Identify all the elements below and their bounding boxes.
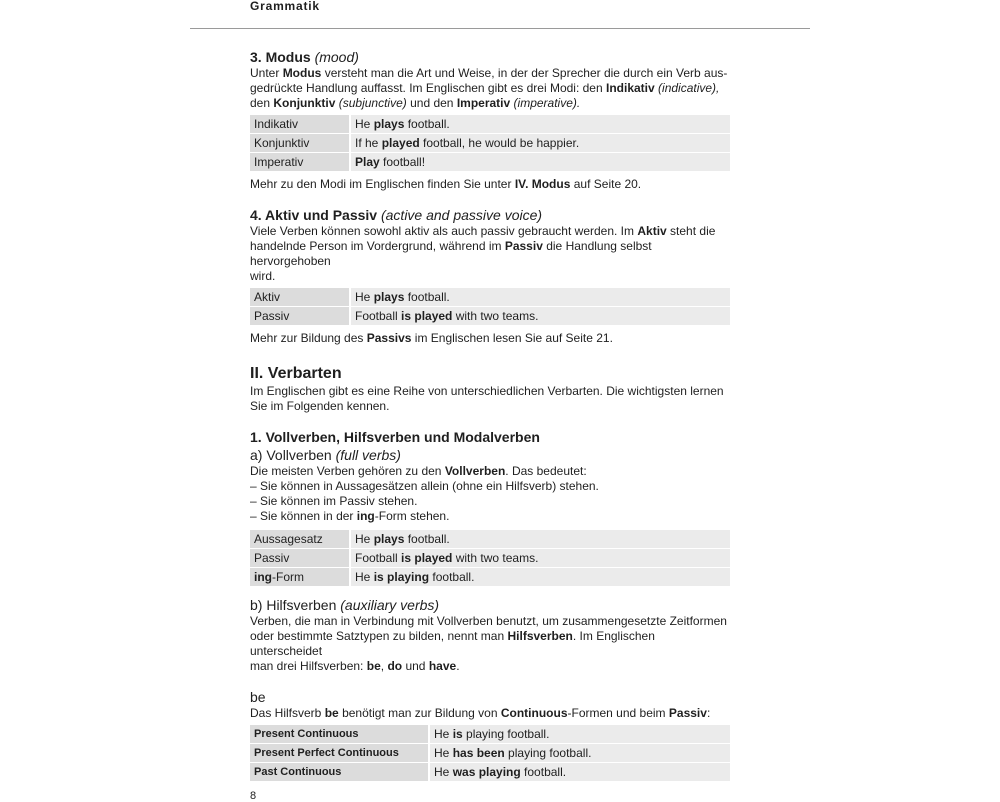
chapter-verbarten-heading: II. Verbarten: [250, 365, 342, 382]
table-label: Aussagesatz: [250, 530, 351, 548]
aktiv-passiv-table: [250, 288, 730, 325]
paragraph: den Konjunktiv (subjunctive) und den Imperativ (imperative).: [250, 96, 581, 110]
section-vollverben-heading: 1. Vollverben, Hilfsverben und Modalverben: [250, 429, 540, 445]
be-heading: be: [250, 689, 266, 705]
paragraph: oder bestimmte Satztypen zu bilden, nennt man Hilfsverben. Im Englischen unterscheidet: [250, 629, 655, 658]
be-table: [250, 725, 730, 781]
table-row: [250, 152, 730, 171]
page-number: 8: [250, 790, 257, 802]
paragraph: Das Hilfsverb be benötigt man zur Bildung von Continuous-Formen und beim Passiv:: [250, 706, 711, 720]
table-label: Past Continuous: [250, 763, 430, 781]
table-example: Football is played with two teams.: [351, 549, 730, 567]
table-example: He is playing football.: [351, 568, 730, 586]
table-row: [250, 306, 730, 325]
table-label: Present Continuous: [250, 725, 430, 743]
table-example: He plays football.: [351, 530, 730, 548]
paragraph: Die meisten Verben gehören zu den Vollverben. Das bedeutet:: [250, 464, 587, 478]
paragraph: wird.: [250, 269, 276, 283]
table-row: [250, 743, 730, 762]
section-modus-heading: 3. Modus (mood): [250, 49, 359, 65]
table-label: Aktiv: [250, 288, 351, 306]
table-label: Indikativ: [250, 115, 351, 133]
section-aktiv-passiv-heading: 4. Aktiv und Passiv (active and passive voice): [250, 207, 543, 223]
table-example: He was playing football.: [430, 763, 730, 781]
table-example: He has been playing football.: [430, 744, 730, 762]
table-row: [250, 725, 730, 743]
table-example: Football is played with two teams.: [351, 307, 730, 325]
table-row: [250, 115, 730, 133]
paragraph: Verben, die man in Verbindung mit Vollverben benutzt, um zusammengesetzte Zeitformen: [250, 614, 727, 628]
paragraph: man drei Hilfsverben: be, do und have.: [250, 659, 460, 673]
table-row: [250, 548, 730, 567]
table-example: He plays football.: [351, 288, 730, 306]
cross-reference-note: Mehr zur Bildung des Passivs im Englischen lesen Sie auf Seite 21.: [250, 331, 613, 345]
cross-reference-note: Mehr zu den Modi im Englischen finden Sie unter IV. Modus auf Seite 20.: [250, 177, 642, 191]
table-example: He plays football.: [351, 115, 730, 133]
subsection-vollverben-heading: a) Vollverben (full verbs): [250, 447, 401, 463]
paragraph: Viele Verben können sowohl aktiv als auch passiv gebraucht werden. Im Aktiv steht die: [250, 224, 716, 238]
vollverben-table: [250, 530, 730, 586]
subsection-hilfsverben-heading: b) Hilfsverben (auxiliary verbs): [250, 597, 440, 613]
list-item: – Sie können in der ing-Form stehen.: [250, 509, 450, 523]
paragraph: Im Englischen gibt es eine Reihe von unterschiedlichen Verbarten. Die wichtigsten lernen: [250, 384, 724, 398]
paragraph: handelnde Person im Vordergrund, während im Passiv die Handlung selbst hervorgehoben: [250, 239, 652, 268]
table-row: [250, 530, 730, 548]
paragraph: Sie im Folgenden kennen.: [250, 399, 390, 413]
table-label: Present Perfect Continuous: [250, 744, 430, 762]
table-label: Passiv: [250, 549, 351, 567]
modus-table: [250, 115, 730, 171]
table-row: [250, 288, 730, 306]
page-content: [250, 48, 730, 781]
table-label: ing-Form: [250, 568, 351, 586]
table-example: Play football!: [351, 153, 730, 171]
list-item: – Sie können im Passiv stehen.: [250, 494, 418, 508]
table-label: Imperativ: [250, 153, 351, 171]
list-item: – Sie können in Aussagesätzen allein (ohne ein Hilfsverb) stehen.: [250, 479, 599, 493]
table-label: Passiv: [250, 307, 351, 325]
table-row: [250, 133, 730, 152]
paragraph: gedrückte Handlung auffasst. Im Englischen gibt es drei Modi: den Indikativ (indicative),: [250, 81, 720, 95]
table-row: [250, 762, 730, 781]
table-example: If he played football, he would be happier.: [351, 134, 730, 152]
paragraph: Unter Modus versteht man die Art und Weise, in der der Sprecher die durch ein Verb aus-: [250, 66, 728, 80]
header-rule: [190, 28, 810, 29]
table-label: Konjunktiv: [250, 134, 351, 152]
running-head: Grammatik: [250, 0, 320, 13]
table-example: He is playing football.: [430, 725, 730, 743]
table-row: [250, 567, 730, 586]
